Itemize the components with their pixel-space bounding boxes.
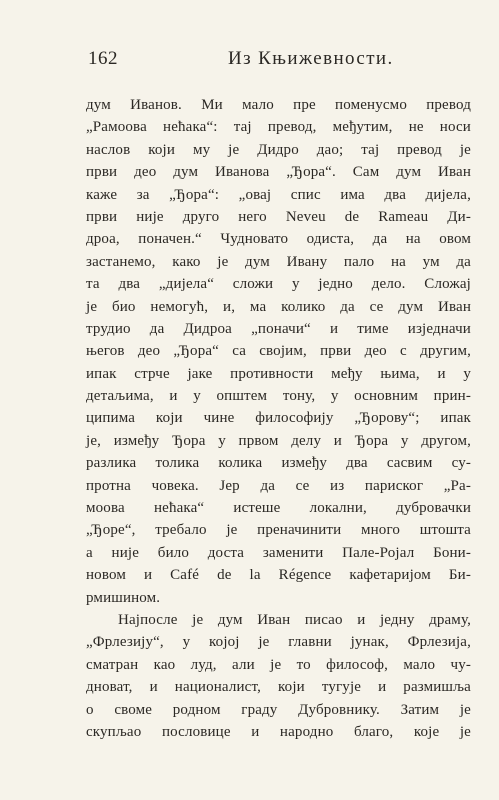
text-line: о своме родном граду Дубровнику. Затим је [86,701,471,718]
text-line: рмишином. [86,589,161,606]
text-line: разлика толика колика између два сасвим су- [86,455,471,472]
text-line: протна човека. Јер да се из париског „Ра- [86,477,471,494]
text-line: ипак стрче јаке противности међу њима, и у [86,365,471,382]
text-line: та два „дијела“ сложи у једно дело. Сложај [86,276,471,293]
text-line: Најпосле је дум Иван писао и једну драму, [118,611,471,628]
text-line: новом и Café de la Régence кафетаријом Би- [86,567,471,584]
text-line: каже за „Ђора“: „овај спис има два дијела, [86,186,471,203]
running-title: Из Књижевности. [228,48,394,69]
text-line: трудио да Дидроа „поначи“ и тиме изједначи [86,320,471,337]
page-header [86,48,466,74]
text-line: „Рамоова нећака“: тај превод, међутим, не носи [86,119,471,136]
text-line: ципима који чине философију „Ђорову“; ипак [86,410,471,427]
text-line: је, између Ђора у првом делу и Ђора у другом, [86,432,471,449]
text-line: дум Иванов. Ми мало пре поменусмо превод [86,97,471,113]
text-line: моова нећака“ истеше локални, дубровачки [86,500,471,517]
text-line: први део дум Иванова „Ђора“. Сам дум Иван [86,164,471,181]
text-line: „Фрлезију“, у којој је главни јунак, Фрлезија, [86,634,471,651]
text-line: „Ђоре“, требало је преначинити много штошта [86,522,471,539]
body-text [86,94,471,743]
text-line: дноват, и националист, који тугује и размишља [86,679,471,696]
text-line: сматран као луд, али је то философ, мало чу- [86,656,471,673]
paragraph-2 [86,609,471,743]
text-line: његов део „Ђора“ са својим, први део с другим, [86,343,471,360]
paragraph-1 [86,94,471,609]
text-line: је био немогућ, и, ма колико да се дум Иван [86,298,471,315]
text-line: скупљао пословице и народно благо, које је [86,723,471,740]
text-line: наслов који му је Дидро дао; тај превод је [86,141,471,158]
text-line: застанемо, како је дум Ивану пало на ум да [86,253,471,270]
text-line: а није било доста заменити Пале-Ројал Бони- [86,544,471,561]
text-line: детаљима, и у општем тону, у основним прин- [86,388,471,405]
page-number: 162 [88,48,118,69]
text-line: дроа, поначен.“ Чудновато одиста, да на овом [86,231,471,248]
text-line: први није друго него Neveu de Rameau Ди- [86,208,471,225]
